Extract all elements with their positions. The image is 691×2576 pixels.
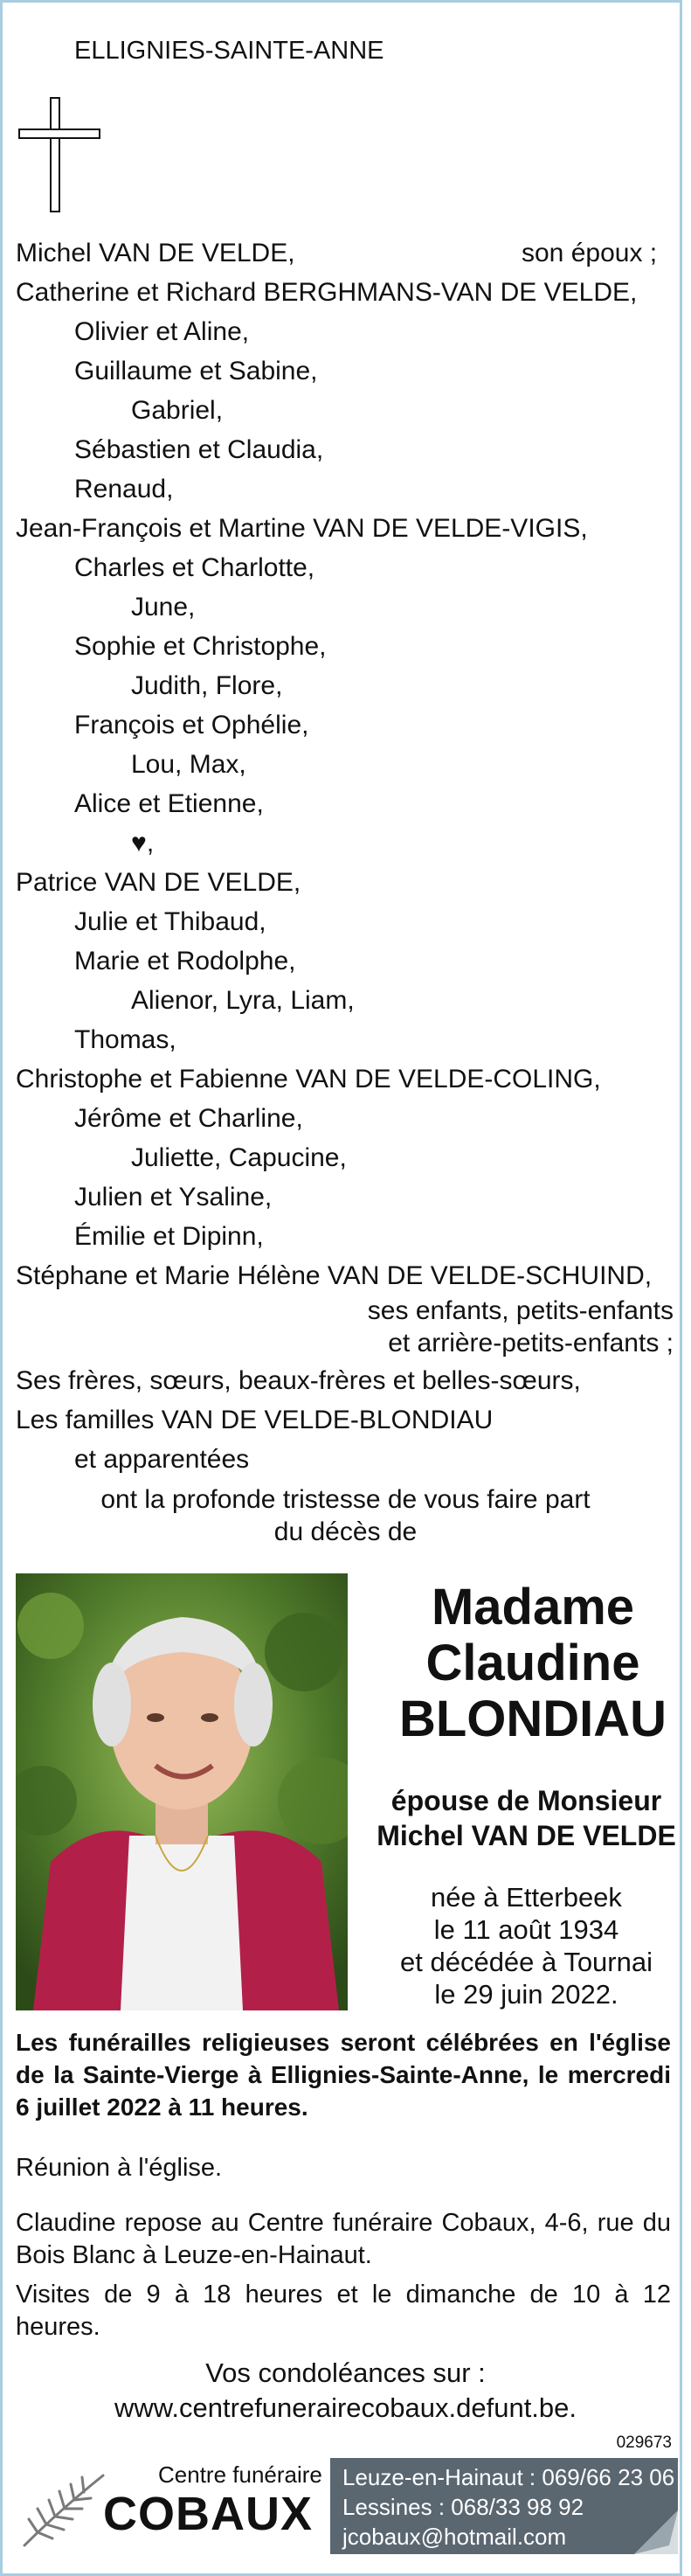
death-place: et décédée à Tournai	[400, 1947, 653, 1977]
birth-date: le 11 août 1934	[433, 1914, 619, 1945]
visits-info: Visites de 9 à 18 heures et le dimanche de 10 à 12 heures.	[16, 2281, 671, 2341]
spouse-line-1: épouse de Monsieur	[390, 1785, 662, 1816]
grandchildren-line-1: ses enfants, petits-enfants	[367, 1296, 674, 1325]
family-line: Jean-François et Martine VAN DE VELDE-VIGIS,	[16, 514, 588, 543]
family-line: Judith, Flore,	[131, 671, 283, 700]
family-line-spouse-name: Michel VAN DE VELDE,	[16, 239, 295, 267]
family-line: Lou, Max,	[131, 750, 246, 779]
family-line: Stéphane et Marie Hélène VAN DE VELDE-SCHUIND,	[16, 1261, 653, 1290]
family-line: Julie et Thibaud,	[74, 907, 266, 936]
family-line: Marie et Rodolphe,	[74, 947, 296, 976]
spouse-line-2: Michel VAN DE VELDE	[377, 1820, 676, 1851]
family-line: Alienor, Lyra, Liam,	[131, 986, 355, 1015]
brand-small: Centre funéraire	[158, 2461, 322, 2488]
funeral-info: Les funérailles religieuses seront célébrées en l'église de la Sainte-Vierge à Ellignies-Sainte-Anne, le mercredi 6 juillet 2022 à 11 heures.	[16, 2029, 671, 2121]
meeting-info: Réunion à l'église.	[16, 2154, 223, 2182]
family-line: Patrice VAN DE VELDE,	[16, 868, 301, 897]
family-line: Gabriel,	[131, 396, 224, 425]
announce-line-2: du décès de	[273, 1517, 418, 1546]
deceased-title: Madame	[431, 1579, 635, 1635]
announce-line-1: ont la profonde tristesse de vous faire part	[100, 1485, 591, 1514]
fern-logo-icon	[16, 2458, 112, 2554]
deceased-last-name: BLONDIAU	[398, 1691, 667, 1747]
corner-fold-icon	[634, 2510, 678, 2554]
portrait-photo	[16, 1573, 348, 2010]
phone-lessines: Lessines : 068/33 98 92	[342, 2494, 584, 2520]
family-line-spouse-role: son époux ;	[522, 239, 658, 267]
family-line: Renaud,	[74, 475, 174, 503]
family-line: Alice et Etienne,	[74, 789, 264, 818]
family-line: Juliette, Capucine,	[131, 1143, 347, 1172]
family-line: Sébastien et Claudia,	[74, 435, 324, 464]
death-date: le 29 juin 2022.	[434, 1979, 618, 2010]
related-line: et apparentées	[74, 1445, 250, 1474]
family-line: Émilie et Dipinn,	[74, 1222, 264, 1251]
cross-icon	[16, 96, 103, 214]
location-header: ELLIGNIES-SAINTE-ANNE	[74, 37, 384, 65]
cobaux-logo	[16, 2458, 326, 2554]
contact-panel	[330, 2458, 678, 2554]
family-line: Jérôme et Charline,	[74, 1104, 303, 1133]
family-line: François et Ophélie,	[74, 711, 309, 739]
family-line: Julien et Ysaline,	[74, 1183, 273, 1212]
family-line: Catherine et Richard BERGHMANS-VAN DE VELDE,	[16, 278, 638, 307]
families-line: Les familles VAN DE VELDE-BLONDIAU	[16, 1406, 494, 1434]
birth-place: née à Etterbeek	[431, 1882, 622, 1913]
family-line: Christophe et Fabienne VAN DE VELDE-COLING,	[16, 1065, 601, 1094]
family-line: Thomas,	[74, 1025, 176, 1054]
rest-info: Claudine repose au Centre funéraire Cobaux, 4-6, rue du Bois Blanc à Leuze-en-Hainaut.	[16, 2209, 671, 2269]
phone-leuze: Leuze-en-Hainaut : 069/66 23 06	[342, 2464, 675, 2490]
family-line: June,	[131, 593, 196, 621]
grandchildren-line-2: et arrière-petits-enfants ;	[388, 1329, 674, 1357]
family-line: Olivier et Aline,	[74, 317, 250, 346]
reference-number: 029673	[616, 2434, 672, 2452]
email[interactable]: jcobaux@hotmail.com	[342, 2524, 567, 2550]
condolences-line-1: Vos condoléances sur :	[205, 2357, 486, 2388]
brand-big: COBAUX	[103, 2488, 314, 2540]
heart-line: ♥,	[131, 829, 155, 858]
deceased-first-name: Claudine	[425, 1635, 640, 1691]
family-line: Sophie et Christophe,	[74, 632, 327, 661]
siblings-line: Ses frères, sœurs, beaux-frères et belles-sœurs,	[16, 1366, 581, 1395]
condolences-url[interactable]: www.centrefunerairecobaux.defunt.be.	[114, 2392, 577, 2423]
family-line: Guillaume et Sabine,	[74, 357, 318, 385]
family-line: Charles et Charlotte,	[74, 553, 315, 582]
